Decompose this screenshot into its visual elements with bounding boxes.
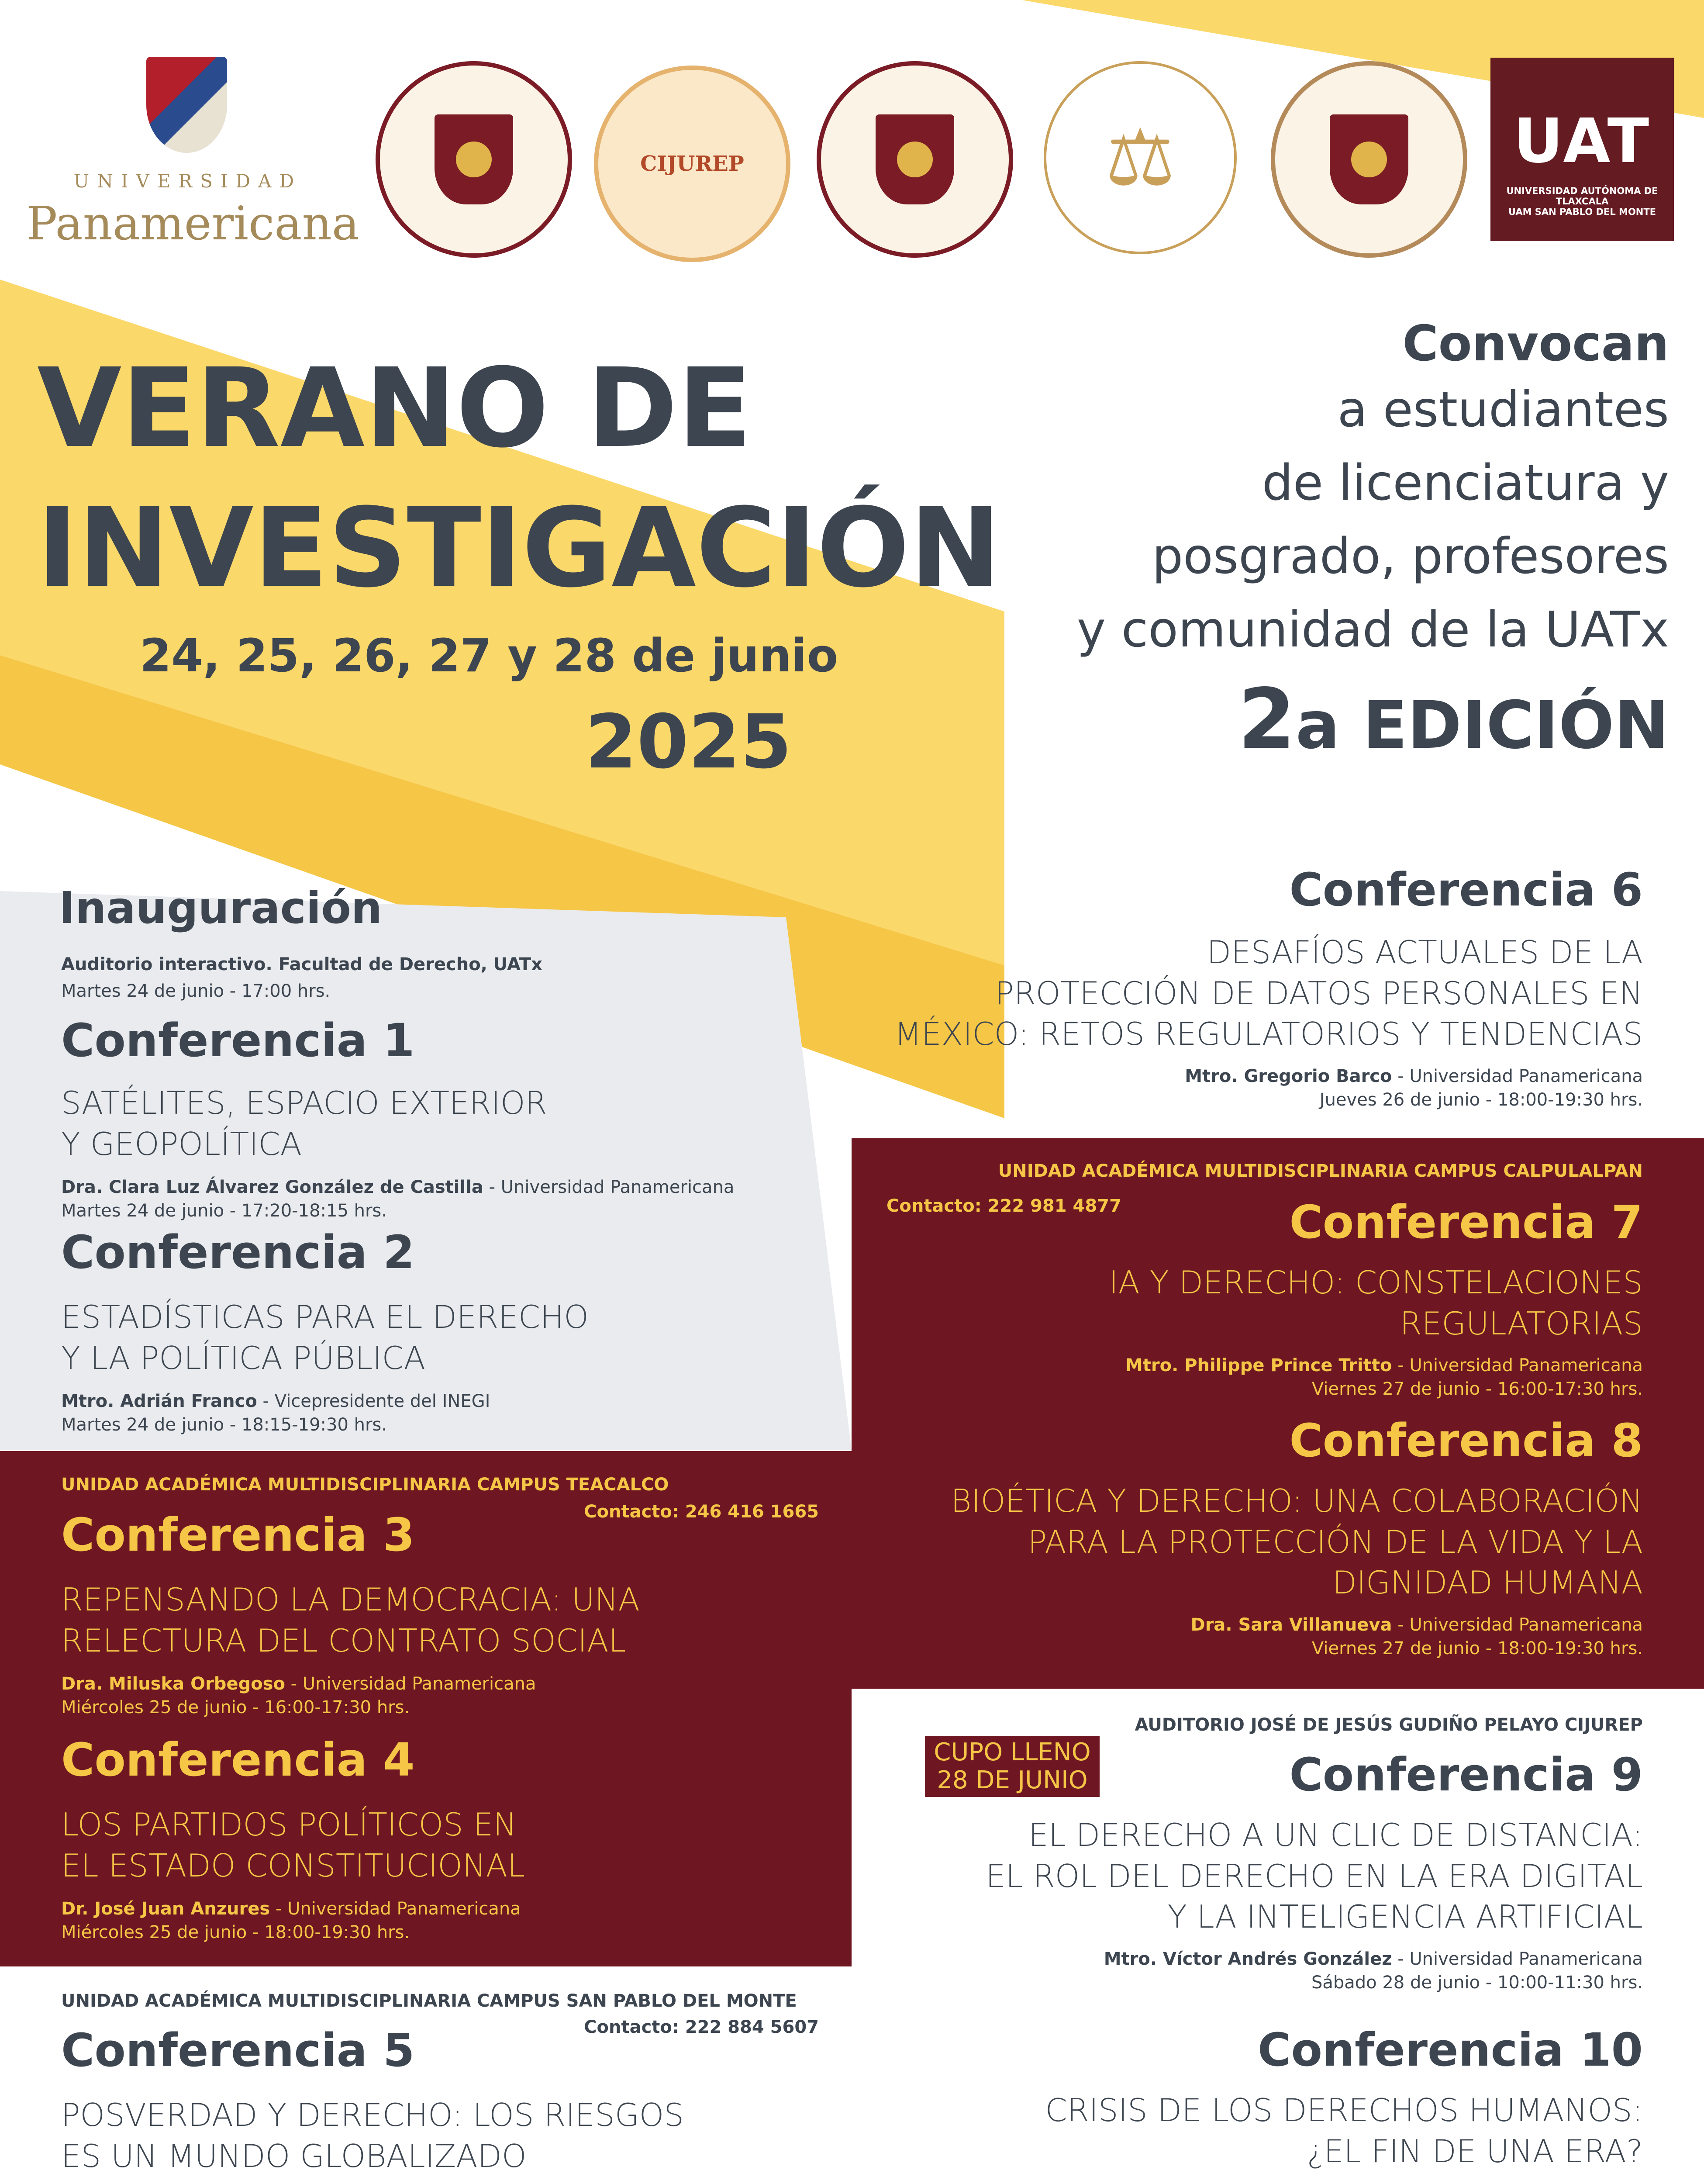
conference-date: Jueves 26 de junio - 18:00-19:30 hrs.	[1319, 1089, 1643, 1110]
conference-speaker-line: Mtro. Víctor Andrés González - Universidad Panamericana	[1104, 1949, 1643, 1969]
conference-topic-line: REPENSANDO LA DEMOCRACIA: UNA	[61, 1581, 640, 1618]
conference-topic-line: DIGNIDAD HUMANA	[1332, 1564, 1643, 1601]
conference-date: Miércoles 25 de junio - 16:00-17:30 hrs.	[61, 1697, 410, 1718]
cijurep-label: CIJUREP	[640, 152, 744, 176]
speaker-org: Vicepresidente del INEGI	[274, 1391, 490, 1412]
edition-number: 2	[1238, 671, 1296, 768]
section-venue: UNIDAD ACADÉMICA MULTIDISCIPLINARIA CAMPUS TEACALCO	[61, 1475, 669, 1495]
conference-1	[61, 1014, 847, 1223]
audience-line-4: y comunidad de la UATx	[1076, 601, 1669, 659]
conference-date: Martes 24 de junio - 17:20-18:15 hrs.	[61, 1201, 387, 1221]
conference-topic-line: BIOÉTICA Y DERECHO: UNA COLABORACIÓN	[951, 1482, 1643, 1519]
conference-title: Conferencia 4	[61, 1733, 415, 1787]
conference-title: Conferencia 8	[1289, 1414, 1643, 1467]
conference-topic-line: IA Y DERECHO: CONSTELACIONES	[1109, 1264, 1643, 1301]
convocan-label: Convocan	[1402, 315, 1669, 372]
conference-speaker-line: Dr. José Juan Anzures - Universidad Panamericana	[61, 1899, 521, 1919]
conference-topic-line: EL DERECHO A UN CLIC DE DISTANCIA:	[1028, 1817, 1643, 1853]
conference-2	[61, 1226, 847, 1437]
inauguracion-venue: Auditorio interactivo. Facultad de Derecho, UATx	[61, 954, 542, 975]
inauguracion-date: Martes 24 de junio - 17:00 hrs.	[61, 981, 331, 1001]
conference-topic-line: POSVERDAD Y DERECHO: LOS RIESGOS	[61, 2097, 684, 2133]
conference-date: Viernes 27 de junio - 18:00-19:30 hrs.	[1311, 1638, 1643, 1659]
conference-topic-line: EL ESTADO CONSTITUCIONAL	[61, 1847, 525, 1884]
speaker: Mtro. Gregorio Barco	[1185, 1066, 1392, 1086]
conference-topic-line: LOS PARTIDOS POLÍTICOS EN	[61, 1806, 517, 1843]
facultad-derecho-logo	[817, 61, 1013, 258]
conference-7	[857, 1196, 1643, 1401]
section-cijurep	[852, 1689, 1704, 2184]
conference-speaker-line	[835, 2181, 1643, 2184]
speaker: Dra. Clara Luz Álvarez González de Castilla	[61, 1177, 483, 1198]
university-label: UNIVERSIDAD	[73, 170, 302, 192]
speaker-org: Universidad Panamericana	[302, 1674, 536, 1694]
conference-title: Conferencia 2	[61, 1226, 415, 1279]
conference-9	[835, 1748, 1643, 1994]
conference-topic-line: RELECTURA DEL CONTRATO SOCIAL	[61, 1622, 626, 1659]
hero-title-line2: INVESTIGACIÓN	[37, 484, 1001, 612]
convocan-block	[970, 314, 1669, 767]
section-sanpablo	[0, 1966, 852, 2184]
conference-topic-line: Y LA INTELIGENCIA ARTIFICIAL	[1167, 1898, 1643, 1935]
speaker-org: Universidad Panamericana	[1409, 1066, 1643, 1086]
conference-speaker-line: Mtro. Adrián Franco - Vicepresidente del INEGI	[61, 1391, 490, 1412]
conference-topic-line: ES UN MUNDO GLOBALIZADO	[61, 2137, 527, 2174]
speaker-org: Universidad Panamericana	[1409, 1949, 1643, 1969]
conference-title: Conferencia 7	[1289, 1196, 1643, 1249]
uat-box-logo	[1490, 58, 1674, 241]
conference-topic-line: REGULATORIAS	[1400, 1305, 1643, 1342]
speaker: Dra. Miluska Orbegoso	[61, 1674, 285, 1694]
section-venue: UNIDAD ACADÉMICA MULTIDISCIPLINARIA CAMPUS SAN PABLO DEL MONTE	[61, 1991, 797, 2011]
conference-date: Miércoles 25 de junio - 18:00-19:30 hrs.	[61, 1922, 410, 1943]
badge-line-1: CUPO LLENO	[934, 1738, 1091, 1766]
panamericana-label: Panamericana	[26, 197, 360, 250]
conference-4	[61, 1733, 838, 1944]
conference-speaker-line: Dra. Clara Luz Álvarez González de Castilla - Universidad Panamericana	[61, 1177, 735, 1198]
campus-teacalco-logo	[1271, 61, 1467, 258]
conference-topic-line: ESTADÍSTICAS PARA EL DERECHO	[61, 1299, 589, 1335]
conference-topic-line: DESAFÍOS ACTUALES DE LA	[1207, 934, 1643, 971]
conference-6	[813, 863, 1643, 1112]
speaker-org: Universidad Panamericana	[287, 1899, 521, 1919]
lex-honor-logo	[1044, 61, 1237, 254]
conference-topic-line: PROTECCIÓN DE DATOS PERSONALES EN	[995, 975, 1643, 1012]
panamericana-logo	[26, 57, 360, 250]
conference-title: Conferencia 10	[1258, 2023, 1643, 2077]
conference-date: Sábado 28 de junio - 10:00-11:30 hrs.	[1311, 1972, 1643, 1993]
conference-8	[835, 1414, 1643, 1660]
inauguracion-title: Inauguración	[59, 882, 383, 933]
conference-title: Conferencia 9	[1289, 1748, 1643, 1801]
hero-title-line1: VERANO DE	[37, 345, 752, 472]
edition-label	[970, 671, 1669, 767]
conference-topic-line: PARA LA PROTECCIÓN DE LA VIDA Y LA	[1028, 1523, 1643, 1560]
cijurep-logo	[594, 66, 790, 262]
shield-icon	[146, 57, 227, 153]
conference-3	[61, 1508, 838, 1719]
hero-year: 2025	[585, 699, 792, 785]
audience-line-1: a estudiantes	[1337, 381, 1669, 439]
conference-date: Martes 24 de junio - 18:15-19:30 hrs.	[61, 1415, 387, 1435]
speaker: Mtro. Philippe Prince Tritto	[1125, 1355, 1392, 1376]
speaker: Dr. José Juan Anzures	[61, 1899, 270, 1919]
speaker: Mtro. Víctor Andrés González	[1104, 1949, 1392, 1969]
conference-10	[835, 2023, 1643, 2184]
audience-line-3: posgrado, profesores	[1152, 528, 1669, 585]
hero-dates: 24, 25, 26, 27 y 28 de junio	[140, 629, 838, 682]
speaker-org: Universidad Panamericana	[500, 1177, 735, 1198]
conference-speaker-line: Mtro. Philippe Prince Tritto - Universidad Panamericana	[1125, 1355, 1643, 1376]
section-contact: Contacto: 246 416 1665	[584, 1502, 819, 1522]
section-contact: Contacto: 222 884 5607	[584, 2017, 819, 2037]
uatx-seal-logo	[376, 61, 572, 258]
scales-icon: ⚖	[1105, 112, 1176, 204]
conference-title: Conferencia 6	[1289, 863, 1643, 916]
edition-text: a EDICIÓN	[1295, 688, 1669, 764]
audience-line-2: de licenciatura y	[1262, 455, 1669, 512]
section-teacalco	[0, 1451, 852, 1966]
section-venue: UNIDAD ACADÉMICA MULTIDISCIPLINARIA CAMPUS CALPULALPAN	[998, 1161, 1643, 1181]
conference-speaker-line: Mtro. Gregorio Barco - Universidad Panamericana	[1185, 1066, 1643, 1086]
uat-line1: UNIVERSIDAD AUTÓNOMA DE TLAXCALA	[1506, 186, 1658, 207]
conference-speaker-line: Dra. Miluska Orbegoso - Universidad Panamericana	[61, 1674, 536, 1694]
conference-speaker-line: Dra. Sara Villanueva - Universidad Panamericana	[1190, 1614, 1643, 1635]
uat-line2: UAM SAN PABLO DEL MONTE	[1508, 207, 1656, 217]
conference-topic-line: MÉXICO: RETOS REGULATORIOS Y TENDENCIAS	[894, 1016, 1643, 1053]
conference-title: Conferencia 3	[61, 1508, 415, 1562]
section-contact: Contacto: 222 981 4877	[886, 1196, 1121, 1216]
uat-mark: UAT	[1513, 106, 1651, 177]
conference-topic-line: CRISIS DE LOS DERECHOS HUMANOS:	[1045, 2092, 1643, 2129]
speaker-org: Universidad Panamericana	[1409, 1614, 1643, 1635]
section-calpulalpan	[852, 1138, 1704, 1689]
conference-topic-line: Y GEOPOLÍTICA	[61, 1125, 302, 1162]
conference-date: Viernes 27 de junio - 16:00-17:30 hrs.	[1311, 1379, 1643, 1400]
conference-topic-line: SATÉLITES, ESPACIO EXTERIOR	[61, 1085, 547, 1121]
conference-title: Conferencia 1	[61, 1014, 415, 1067]
conference-title: Conferencia 5	[61, 2024, 415, 2077]
speaker-org: Universidad Panamericana	[1409, 1355, 1643, 1376]
conference-topic-line: Y LA POLÍTICA PÚBLICA	[61, 1339, 425, 1376]
conference-topic-line: ¿EL FIN DE UNA ERA?	[1307, 2132, 1643, 2170]
speaker: Dra. Sara Villanueva	[1190, 1614, 1392, 1635]
conference-topic-line: EL ROL DEL DERECHO EN LA ERA DIGITAL	[986, 1857, 1643, 1894]
badge-line-2: 28 DE JUNIO	[937, 1766, 1088, 1794]
section-venue: AUDITORIO JOSÉ DE JESÚS GUDIÑO PELAYO CIJUREP	[1135, 1715, 1643, 1735]
speaker: Mtro. Adrián Franco	[61, 1391, 257, 1412]
